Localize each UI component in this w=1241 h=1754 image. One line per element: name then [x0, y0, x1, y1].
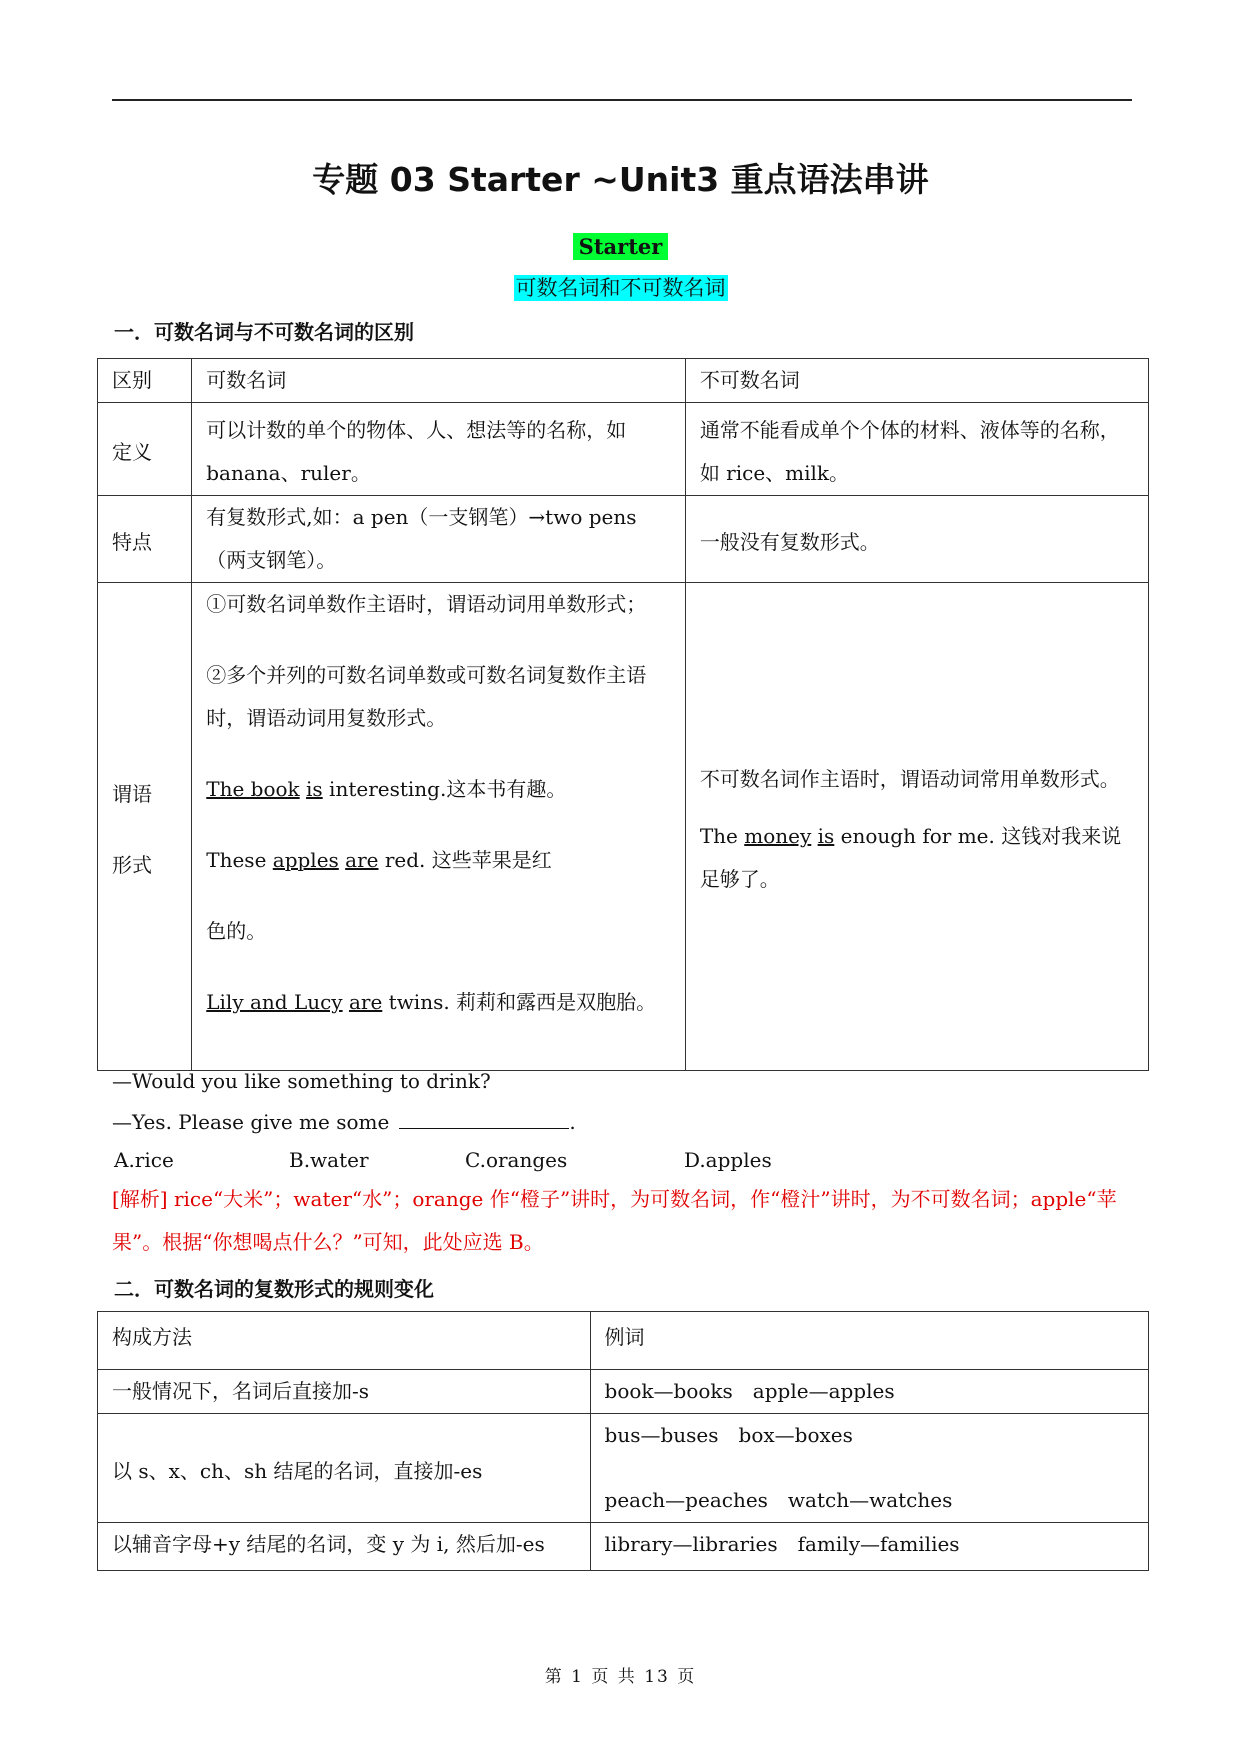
countable-rule-2: ②多个并列的可数名词单数或可数名词复数作主语时，谓语动词用复数形式。	[206, 663, 647, 730]
option-a: A.rice	[114, 1148, 174, 1172]
header-cell: 构成方法	[98, 1312, 591, 1370]
table-row	[98, 1414, 1149, 1523]
table-row	[98, 1370, 1149, 1414]
example-sentence-3: Lily and Lucy are twins. 莉莉和露西是双胞胎。	[206, 990, 657, 1014]
row-label-line: 谓语	[112, 781, 152, 806]
section2-heading: 二．可数名词的复数形式的规则变化	[114, 1277, 434, 1301]
example-sentence-1: The book is interesting.这本书有趣。	[206, 777, 567, 801]
header-cell: 区别	[98, 359, 192, 403]
method-cell: 以 s、x、ch、sh 结尾的名词，直接加-es	[98, 1414, 591, 1523]
row-label-line: 形式	[112, 852, 152, 877]
table-row-predicate	[98, 583, 1149, 1071]
option-b: B.water	[289, 1148, 369, 1172]
examples-cell	[590, 1414, 1148, 1523]
example-sentence-2-cont: 色的。	[206, 919, 267, 943]
definition-countable: 可以计数的单个的物体、人、想法等的名称，如 banana、ruler。	[192, 403, 686, 496]
countable-rule-1: ①可数名词单数作主语时，谓语动词用单数形式；	[206, 592, 647, 616]
example-pair: bus—buses box—boxes	[604, 1423, 853, 1447]
uncountable-rule: 不可数名词作主语时，谓语动词常用单数形式。	[699, 767, 1120, 791]
page-number: 1	[571, 1667, 584, 1687]
header-cell: 不可数名词	[685, 359, 1148, 403]
examples-cell: library—libraries family—families	[590, 1523, 1148, 1571]
topic-tag: 可数名词和不可数名词	[515, 276, 726, 300]
predicate-countable	[192, 583, 686, 1071]
method-cell: 以辅音字母+y 结尾的名词，变 y 为 i, 然后加-es	[98, 1523, 591, 1571]
page-footer: 第 1 页 共 13 页	[544, 1667, 697, 1687]
header-rule	[112, 99, 1132, 101]
examples-cell: book—books apple—apples	[590, 1370, 1148, 1414]
example-sentence-2: These apples are red. 这些苹果是红	[206, 848, 552, 872]
plural-rules-table	[97, 1311, 1149, 1571]
table-row-feature	[98, 496, 1149, 583]
option-d: D.apples	[684, 1148, 772, 1172]
table-row-definition	[98, 403, 1149, 496]
answer-analysis: [解析] rice“大米”；water“水”；orange 作“橙子”讲时，为可数名词，作“橙汁”讲时，为不可数名词；apple“苹果”。根据“你想喝点什么？”可知，此处应选 B。	[112, 1187, 1117, 1254]
feature-countable: 有复数形式,如：a pen（一支钢笔）→two pens（两支钢笔）。	[192, 496, 686, 583]
row-label: 定义	[98, 403, 192, 496]
total-pages: 13	[644, 1667, 670, 1687]
table-header-row	[98, 359, 1149, 403]
predicate-uncountable	[685, 583, 1148, 1071]
question-line-1: —Would you like something to drink?	[112, 1069, 491, 1093]
definition-uncountable: 通常不能看成单个个体的材料、液体等的名称，如 rice、milk。	[685, 403, 1148, 496]
table-header-row	[98, 1312, 1149, 1370]
method-cell: 一般情况下，名词后直接加-s	[98, 1370, 591, 1414]
option-c: C.oranges	[465, 1148, 568, 1172]
example-pair: peach—peaches watch—watches	[604, 1488, 953, 1512]
countable-comparison-table	[97, 358, 1149, 1071]
header-cell: 例词	[590, 1312, 1148, 1370]
section1-heading: 一．可数名词与不可数名词的区别	[114, 320, 414, 344]
document-title: 专题 03 Starter ~Unit3 重点语法串讲	[312, 160, 929, 199]
row-label	[98, 583, 192, 1071]
table-row	[98, 1523, 1149, 1571]
question-line-2: —Yes. Please give me some .	[112, 1110, 576, 1134]
header-cell: 可数名词	[192, 359, 686, 403]
answer-blank	[399, 1110, 569, 1129]
feature-uncountable: 一般没有复数形式。	[685, 496, 1148, 583]
starter-tag: Starter	[0, 234, 1241, 259]
row-label: 特点	[98, 496, 192, 583]
uncountable-example: The money is enough for me. 这钱对我来说足够了。	[699, 824, 1122, 891]
